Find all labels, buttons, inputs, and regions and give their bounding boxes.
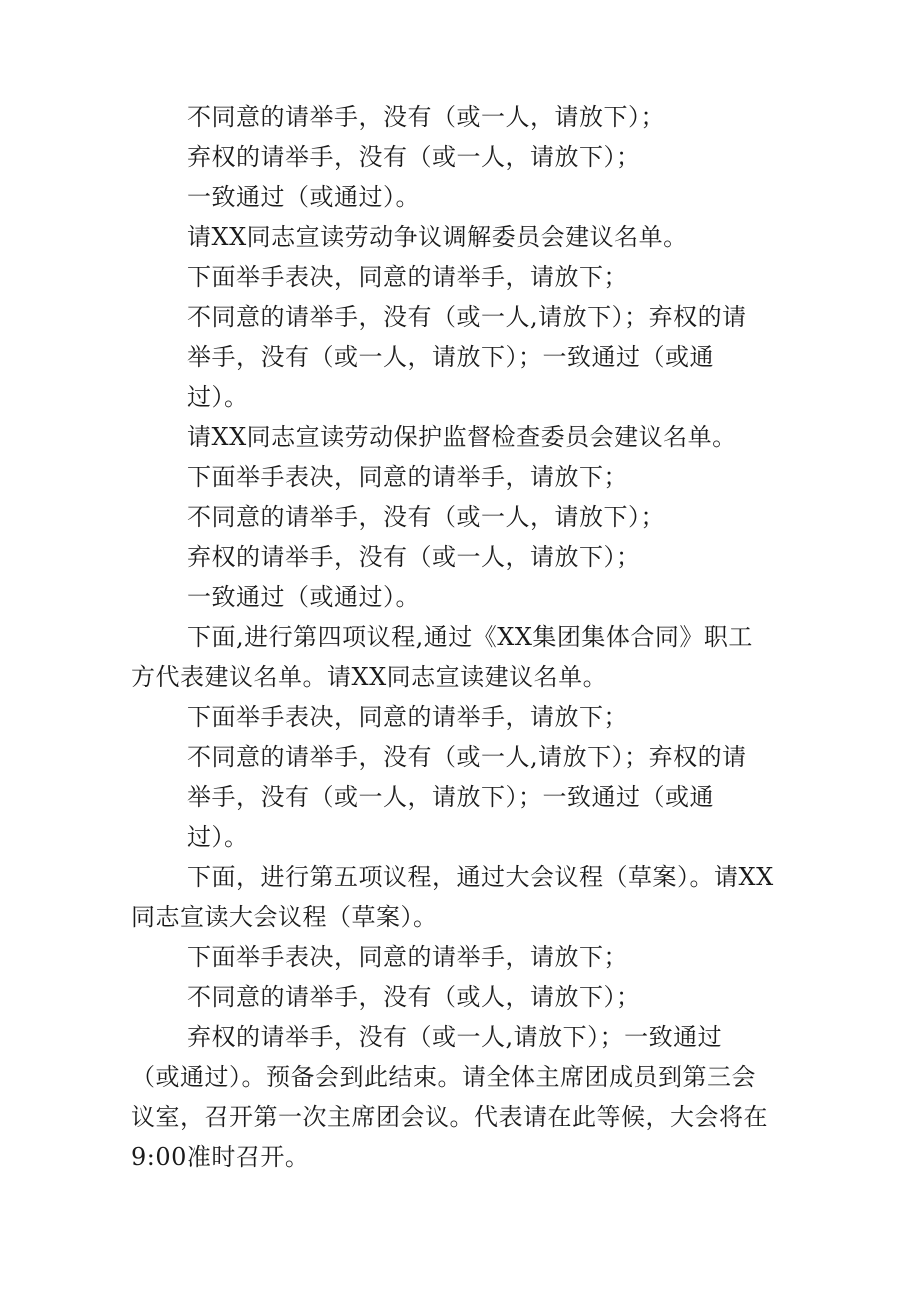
text-line: 不同意的请举手，没有（或一人,请放下）；弃权的请 [187, 303, 747, 331]
text-line: 不同意的请举手，没有（或一人,请放下）；弃权的请 [187, 743, 747, 771]
text-line: 弃权的请举手，没有（或一人，请放下）； [187, 543, 641, 571]
text-line: 下面举手表决，同意的请举手，请放下； [187, 703, 628, 731]
text-line: 一致通过（或通过）。 [187, 583, 420, 611]
text-line: 过）。 [187, 383, 249, 411]
text-line: 弃权的请举手，没有（或一人,请放下）；一致通过 [187, 1023, 723, 1051]
text-line: 下面举手表决，同意的请举手，请放下； [187, 263, 628, 291]
text-line: 下面，进行第五项议程，通过大会议程（草案）。请XX [187, 863, 774, 891]
text-line: 请XX同志宣读劳动保护监督检查委员会建议名单。 [187, 423, 737, 451]
text-line: 举手，没有（或一人，请放下）；一致通过（或通 [187, 783, 714, 811]
text-line: 举手，没有（或一人，请放下）；一致通过（或通 [187, 343, 714, 371]
text-line: 下面举手表决，同意的请举手，请放下； [187, 943, 628, 971]
text-line: 9:00准时召开。 [131, 1143, 310, 1171]
text-line: 同志宣读大会议程（草案）。 [131, 903, 438, 931]
text-line: 方代表建议名单。请XX同志宣读建议名单。 [131, 663, 608, 691]
text-line: 请XX同志宣读劳动争议调解委员会建议名单。 [187, 223, 688, 251]
text-line: 不同意的请举手，没有（或一人，请放下）； [187, 503, 665, 531]
text-line: 下面举手表决，同意的请举手，请放下； [187, 463, 628, 491]
text-line: 过）。 [187, 823, 249, 851]
text-line: （或通过）。预备会到此结束。请全体主席团成员到第三会 [131, 1063, 756, 1091]
text-line: 不同意的请举手，没有（或人，请放下）； [187, 983, 641, 1011]
text-line: 不同意的请举手，没有（或一人，请放下）； [187, 103, 665, 131]
text-line: 一致通过（或通过）。 [187, 183, 420, 211]
text-line: 议室，召开第一次主席团会议。代表请在此等候，大会将在 [131, 1103, 768, 1131]
text-line: 下面,进行第四项议程,通过《XX集团集体合同》职工 [187, 623, 753, 651]
text-line: 弃权的请举手，没有（或一人，请放下）； [187, 143, 641, 171]
